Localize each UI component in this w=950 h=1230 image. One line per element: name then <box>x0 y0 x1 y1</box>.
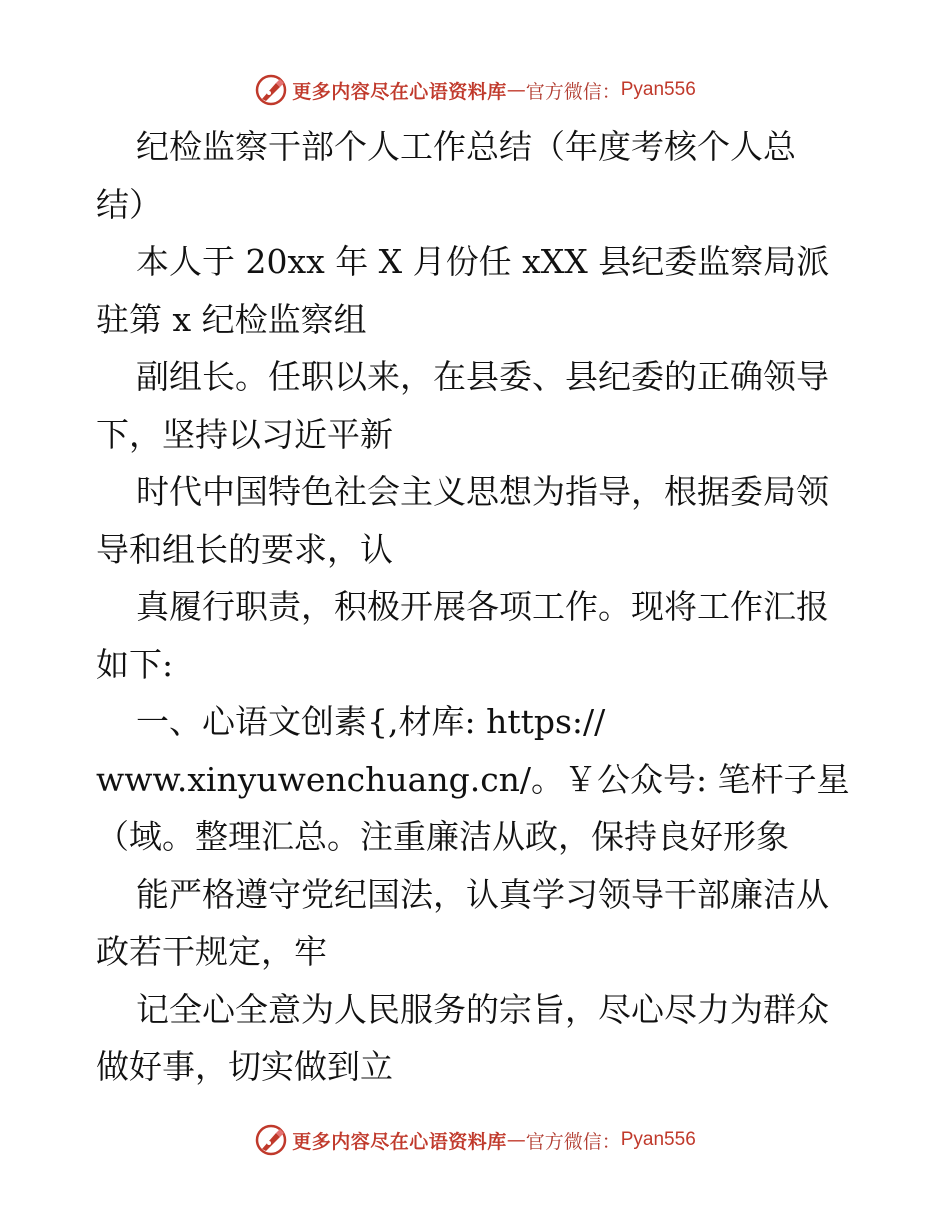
text-line: 驻第 x 纪检监察组 <box>96 299 367 339</box>
text-line: 记全心全意为人民服务的宗旨，尽心尽力为群众 <box>136 989 829 1029</box>
text-line: 导和组长的要求，认 <box>96 529 393 569</box>
header-banner-wechat-label: 官方微信： <box>525 80 621 103</box>
footer-banner-wechat-label: 官方微信： <box>525 1130 621 1153</box>
brand-logo-icon <box>254 1123 288 1157</box>
text-line: 时代中国特色社会主义思想为指导，根据委局领 <box>136 472 829 511</box>
text-line: 一、心语文创素{,材库: https:// <box>136 702 606 741</box>
text-line: 副组长。任职以来，在县委、县纪委的正确领导 <box>136 357 829 396</box>
text-line: 本人于 20xx 年 X 月份任 xXX 县纪委监察局派 <box>136 242 830 281</box>
text-line: 真履行职责，积极开展各项工作。现将工作汇报 <box>136 587 829 626</box>
text-line: （域。整理汇总。注重廉洁从政，保持良好形象 <box>96 817 789 856</box>
footer-banner-wechat-id: Pyan556 <box>620 1129 696 1150</box>
text-line: 下，坚持以习近平新 <box>96 414 393 454</box>
text-line: 能严格遵守党纪国法，认真学习领导干部廉洁从 <box>136 874 829 914</box>
footer-banner <box>0 1120 950 1160</box>
text-line: 做好事，切实做到立 <box>96 1047 393 1086</box>
header-banner-title: 更多内容尽在心语资料库 <box>292 80 507 103</box>
footer-banner-title: 更多内容尽在心语资料库 <box>292 1130 507 1153</box>
header-banner-wechat-id: Pyan556 <box>620 79 696 100</box>
text-line: 纪检监察干部个人工作总结（年度考核个人总 <box>136 127 796 166</box>
text-line: 如下: <box>96 644 174 684</box>
header-banner-dash: — <box>506 79 526 101</box>
footer-banner-dash: — <box>506 1129 526 1151</box>
text-line: 政若干规定，牢 <box>96 932 327 971</box>
brand-logo-icon <box>254 73 288 107</box>
text-line: 结） <box>96 184 162 224</box>
document-body <box>96 118 866 1096</box>
text-line: www.xinyuwenchuang.cn/。￥公众号: 笔杆子星 <box>96 759 850 799</box>
header-banner <box>0 70 950 110</box>
